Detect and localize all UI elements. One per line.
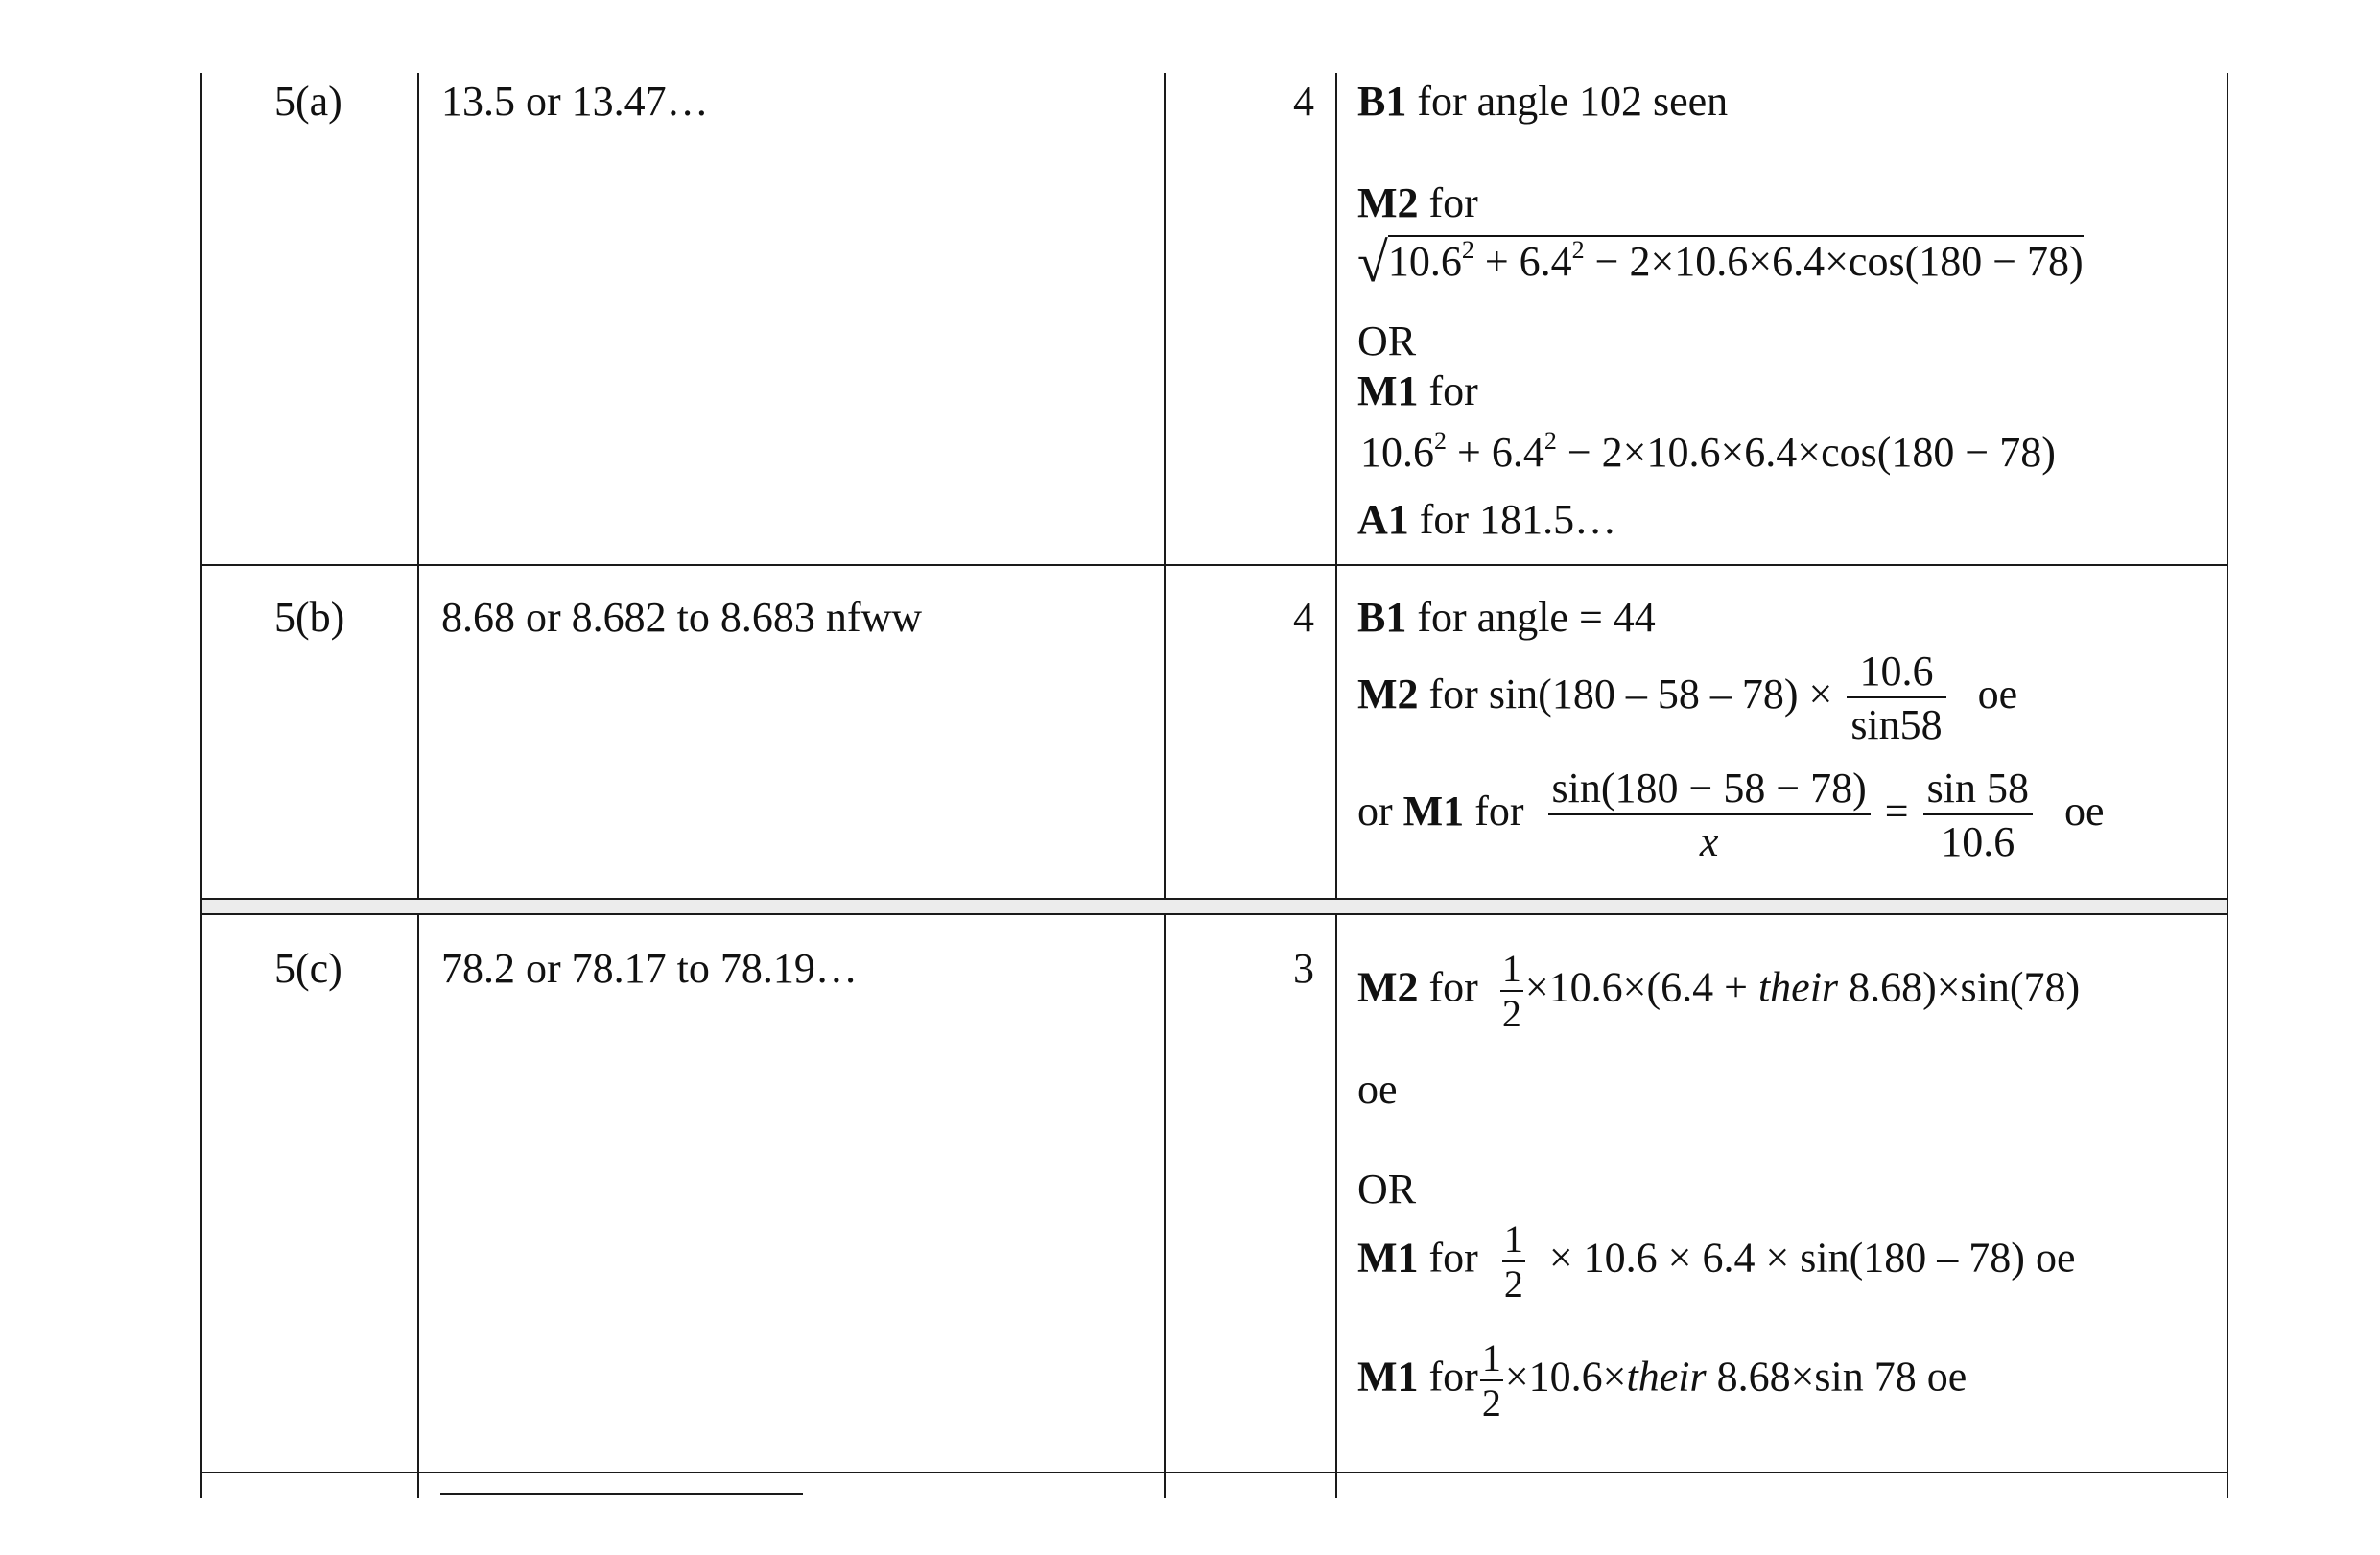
footnote-rule <box>440 1493 803 1495</box>
answer-cell: 13.5 or 13.47… <box>441 78 709 125</box>
guidance-line: M1 for $\frac{1}{2}$ × 10.6 × 6.4 × sin(180 – 78) oe <box>1357 1217 2076 1306</box>
question-number: 5(b) <box>274 594 345 641</box>
marks-cell: 3 <box>1293 945 1314 992</box>
guidance-line: OR <box>1357 318 1417 365</box>
sqrt-expression: $√10.6^2 + 6.4^2 - 2\times 10.6\times 6.4\times\cos(180 - 78)$ <box>1357 231 2084 294</box>
row-gap-strip <box>202 900 2227 913</box>
marks-cell: 4 <box>1293 78 1314 125</box>
guidance-line: OR <box>1357 1166 1417 1213</box>
fraction: $\frac{10.6}{\sin 58}$ <box>1847 650 1945 746</box>
column-divider-3 <box>1335 73 1337 1498</box>
table-border-left <box>200 73 202 1498</box>
row-divider-3 <box>200 1472 2228 1473</box>
question-number: 5(a) <box>274 78 342 125</box>
fraction: $\frac{1}{2}$ <box>1501 947 1521 1035</box>
question-number: 5(c) <box>274 945 342 992</box>
row-divider-1 <box>200 564 2228 566</box>
fraction: $\frac{1}{2}$ <box>1481 1336 1501 1425</box>
fraction: $\frac{\sin 58}{10.6}$ <box>1923 767 2033 863</box>
row-divider-2b <box>200 913 2228 915</box>
marks-cell: 4 <box>1293 594 1314 641</box>
row-divider-2a <box>200 898 2228 900</box>
guidance-line: A1 for 181.5… <box>1357 496 1617 543</box>
column-divider-1 <box>417 73 419 1498</box>
fraction: $\frac{\sin(180 - 58 - 78)}{x}$ <box>1548 767 1871 863</box>
table-border-right <box>2227 73 2228 1498</box>
answer-cell: 78.2 or 78.17 to 78.19… <box>441 945 858 992</box>
guidance-line: oe <box>1357 1066 1398 1113</box>
guidance-line: M2 for <box>1357 179 1478 226</box>
guidance-line: M2 for sin(180 – 58 – 78) × $\frac{10.6}{\sin 58}$ oe <box>1357 648 2018 748</box>
column-divider-2 <box>1164 73 1166 1498</box>
sqrt-symbol: √ <box>1357 231 1388 294</box>
answer-cell: 8.68 or 8.682 to 8.683 nfww <box>441 594 923 641</box>
guidance-line: or M1 for $\frac{\sin(180 - 58 - 78)}{x}$ = $\frac{\sin 58}{10.6}$ oe <box>1357 765 2105 865</box>
fraction: $\frac{1}{2}$ <box>1503 1217 1523 1306</box>
guidance-expression: $10.6^2 + 6.4^2 - 2\times 10.6\times 6.4\times\cos(180 - 78)$ <box>1360 427 2056 476</box>
guidance-line: M1 for <box>1357 367 1478 414</box>
guidance-line: B1 for angle = 44 <box>1357 594 1656 641</box>
guidance-line: M2 for $\frac{1}{2}$ ×10.6×(6.4 + their 8.68)×sin(78) <box>1357 947 2081 1035</box>
guidance-line: B1 for angle 102 seen <box>1357 78 1729 125</box>
guidance-line: M1 for $\frac{1}{2}$ ×10.6×their 8.68×sin 78 oe <box>1357 1336 1968 1425</box>
